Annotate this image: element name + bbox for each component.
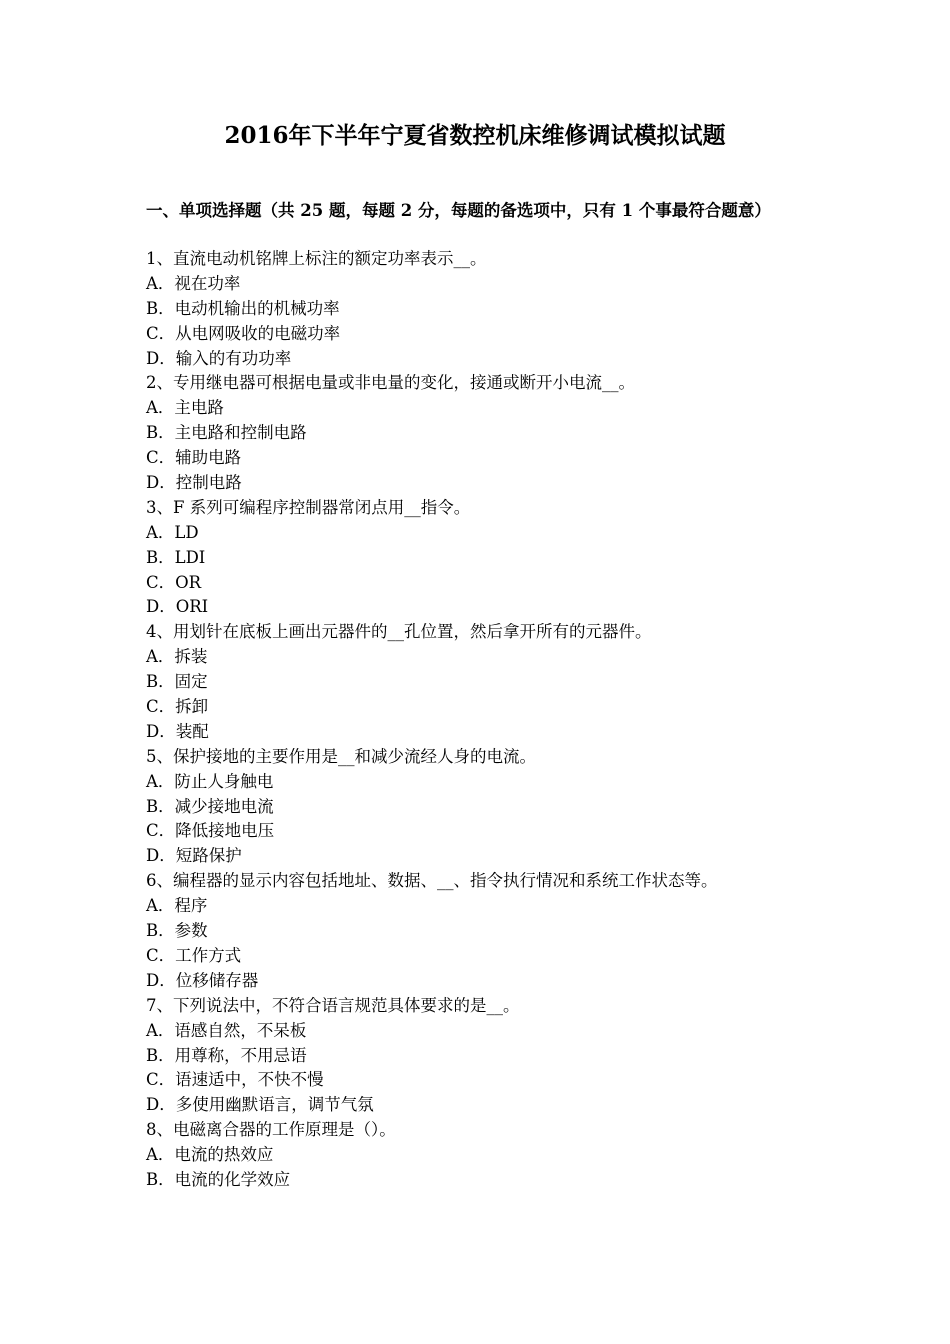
option-3-d: D．ORI: [146, 597, 209, 617]
question-stem-7: 7、下列说法中，不符合语言规范具体要求的是__。: [146, 995, 520, 1015]
option-3-a: A．LD: [146, 522, 199, 542]
option-2-b: B．主电路和控制电路: [146, 423, 307, 443]
option-2-a: A．主电路: [146, 398, 224, 418]
option-1-d: D．输入的有功功率: [146, 348, 292, 368]
option-4-d: D．装配: [146, 721, 209, 741]
option-6-c: C．工作方式: [146, 945, 242, 965]
option-1-b: B．电动机输出的机械功率: [146, 298, 340, 318]
question-stem-8: 8、电磁离合器的工作原理是（）。: [146, 1120, 396, 1140]
option-1-c: C．从电网吸收的电磁功率: [146, 323, 341, 343]
option-3-c: C．OR: [146, 572, 202, 592]
question-stem-3: 3、F 系列可编程序控制器常闭点用__指令。: [146, 497, 471, 517]
option-4-c: C．拆卸: [146, 697, 209, 717]
option-4-a: A．拆装: [146, 647, 208, 667]
question-stem-1: 1、直流电动机铭牌上标注的额定功率表示__。: [146, 249, 487, 268]
question-list: [146, 247, 826, 1193]
option-6-d: D．位移储存器: [146, 970, 259, 990]
option-8-b: B．电流的化学效应: [146, 1169, 291, 1189]
option-7-b: B．用尊称，不用忌语: [146, 1045, 307, 1065]
option-1-a: A．视在功率: [146, 273, 241, 293]
document-title: 2016年下半年宁夏省数控机床维修调试模拟试题: [224, 122, 726, 149]
option-2-c: C．辅助电路: [146, 448, 242, 468]
question-stem-5: 5、保护接地的主要作用是__和减少流经人身的电流。: [146, 746, 536, 766]
question-stem-2: 2、专用继电器可根据电量或非电量的变化，接通或断开小电流__。: [146, 373, 635, 393]
section-heading: 一、单项选择题（共 25 题，每题 2 分，每题的备选项中，只有 1 个事最符合题意）: [146, 201, 771, 220]
option-8-a: A．电流的热效应: [146, 1145, 274, 1165]
option-4-b: B．固定: [146, 672, 208, 692]
option-2-d: D．控制电路: [146, 473, 242, 493]
question-stem-4: 4、用划针在底板上画出元器件的__孔位置，然后拿开所有的元器件。: [146, 622, 652, 642]
option-3-b: B．LDI: [146, 547, 206, 567]
option-5-c: C．降低接地电压: [146, 821, 275, 841]
option-5-d: D．短路保护: [146, 846, 242, 866]
option-7-c: C．语速适中，不快不慢: [146, 1070, 324, 1090]
option-7-d: D．多使用幽默语言，调节气氛: [146, 1095, 374, 1115]
option-5-b: B．减少接地电流: [146, 796, 274, 816]
option-7-a: A．语感自然，不呆板: [146, 1020, 307, 1040]
option-6-a: A．程序: [146, 896, 208, 916]
option-6-b: B．参数: [146, 921, 208, 941]
option-5-a: A．防止人身触电: [146, 771, 274, 791]
question-stem-6: 6、编程器的显示内容包括地址、数据、__、指令执行情况和系统工作状态等。: [146, 871, 718, 891]
